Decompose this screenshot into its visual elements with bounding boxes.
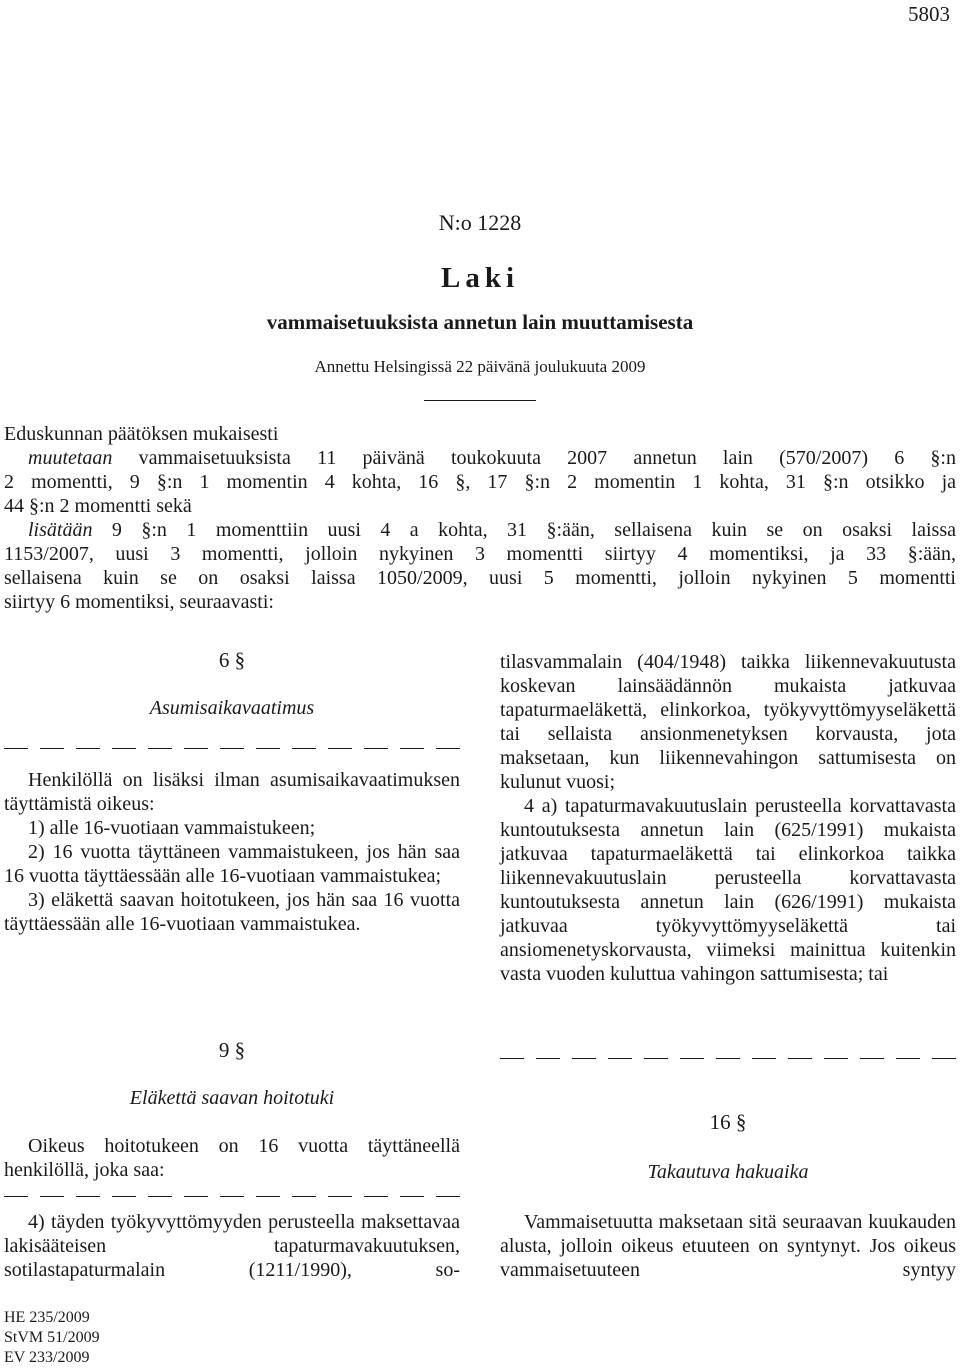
document-number: N:o 1228 — [438, 210, 522, 235]
reference-stvm: StVM 51/2009 — [4, 1329, 100, 1346]
section-6-number: 6 § — [218, 648, 246, 672]
section-9-item-4a: 4 a) tapaturmavakuutuslain perusteella korvattavasta kuntoutuksesta annetun lain (625/1991) mukaista jatkuvaa tapaturmaeläkettä tai elinkorkoa taikka liikennevakuutuslain perusteella korvattavasta kuntoutuksesta annetun lain (626/1991) mukaista jatkuvaa työkyvyttömyyseläkettä tai ansiomenetyskorvausta, viimeksi mainittua kuitenkin vasta vuoden kuluttua vahingon sattumisesta; tai — [500, 795, 956, 985]
omission-dashes — [4, 748, 460, 750]
section-9-number: 9 § — [218, 1038, 246, 1062]
reference-ev: EV 233/2009 — [4, 1349, 90, 1366]
section-16-number: 16 § — [709, 1110, 747, 1134]
section-6-title: Asumisaikavaatimus — [149, 697, 315, 719]
preamble-add-line: siirtyy 6 momentiksi, seuraavasti: — [4, 591, 274, 613]
section-16-title: Takautuva hakuaika — [647, 1161, 809, 1183]
section-6-item: 2) 16 vuotta täyttäneen vammaistukeen, jos hän saa 16 vuotta täyttäessään alle 16-vuotiaan vammaistukea; — [4, 841, 460, 887]
section-9-body — [4, 1134, 460, 1182]
preamble-amend-line: 2 momentti, 9 §:n 1 momentin 4 kohta, 16 §, 17 §:n 2 momentin 1 kohta, 31 §:n otsikko ja — [4, 471, 956, 493]
reference-he: HE 235/2009 — [4, 1309, 90, 1326]
amend-keyword: muutetaan — [28, 447, 113, 469]
law-title: vammaisetuuksista annetun lain muuttamisesta — [266, 310, 694, 334]
omission-dashes — [500, 1058, 956, 1060]
preamble-add-line: 1153/2007, uusi 3 momentti, jolloin nykyinen 3 momentti siirtyy 4 momentiksi, ja 33 §:ään, — [4, 543, 956, 565]
preamble — [4, 422, 956, 614]
page-number: 5803 — [908, 2, 950, 26]
section-6-body — [4, 768, 460, 936]
preamble-amend-line: 44 §:n 2 momentti sekä — [4, 495, 192, 517]
section-16-body — [500, 1210, 956, 1282]
preamble-amend-line: muutetaan vammaisetuuksista 11 päivänä toukokuuta 2007 annetun lain (570/2007) 6 §:n — [28, 447, 956, 469]
section-9-text: Oikeus hoitotukeen on 16 vuotta täyttäneellä henkilöllä, joka saa: — [4, 1135, 460, 1181]
section-9-title: Eläkettä saavan hoitotuki — [129, 1087, 335, 1109]
section-9-item-4: 4) täyden työkyvyttömyyden perusteella maksettavaa lakisääteisen tapaturmavakuutuksen, sotilastapaturmalain (1211/1990), so- — [4, 1211, 460, 1281]
section-9-continued — [500, 650, 956, 986]
add-keyword: lisätään — [28, 519, 93, 541]
title-divider — [424, 400, 536, 401]
section-6-item: 3) eläkettä saavan hoitotukeen, jos hän saa 16 vuotta täyttäessään alle 16-vuotiaan vammaistukea. — [4, 889, 460, 935]
omission-dashes — [4, 1196, 460, 1198]
section-6-text: Henkilöllä on lisäksi ilman asumisaikavaatimuksen täyttämistä oikeus: — [4, 769, 460, 815]
preamble-add-line: sellaisena kuin se on osaksi laissa 1050/2009, uusi 5 momentti, jolloin nykyinen 5 momentti — [4, 567, 956, 589]
continued-text: tilasvammalain (404/1948) taikka liikennevakuutusta koskevan lainsäädännön mukaista jatkuvaa tapaturmaeläkettä, elinkorkoa, työkyvyttömyyseläkettä tai sellaista ansionmenetyksen korvausta, jota maksetaan, kun liikennevahingon sattumisesta on kulunut vuosi; — [500, 651, 956, 793]
section-6-item: 1) alle 16-vuotiaan vammaistukeen; — [28, 817, 316, 839]
law-heading: Laki — [440, 262, 520, 294]
preamble-add-line: lisätään 9 §:n 1 momenttiin uusi 4 a kohta, 31 §:ään, sellaisena kuin se on osaksi laissa — [28, 519, 956, 541]
given-date-line: Annettu Helsingissä 22 päivänä joulukuuta 2009 — [314, 357, 646, 376]
preamble-intro: Eduskunnan päätöksen mukaisesti — [4, 423, 279, 445]
legislative-references — [4, 1308, 100, 1368]
section-16-text: Vammaisetuutta maksetaan sitä seuraavan kuukauden alusta, jolloin oikeus etuuteen on syntynyt. Jos oikeus vammaisetuuteen syntyy — [500, 1211, 956, 1281]
